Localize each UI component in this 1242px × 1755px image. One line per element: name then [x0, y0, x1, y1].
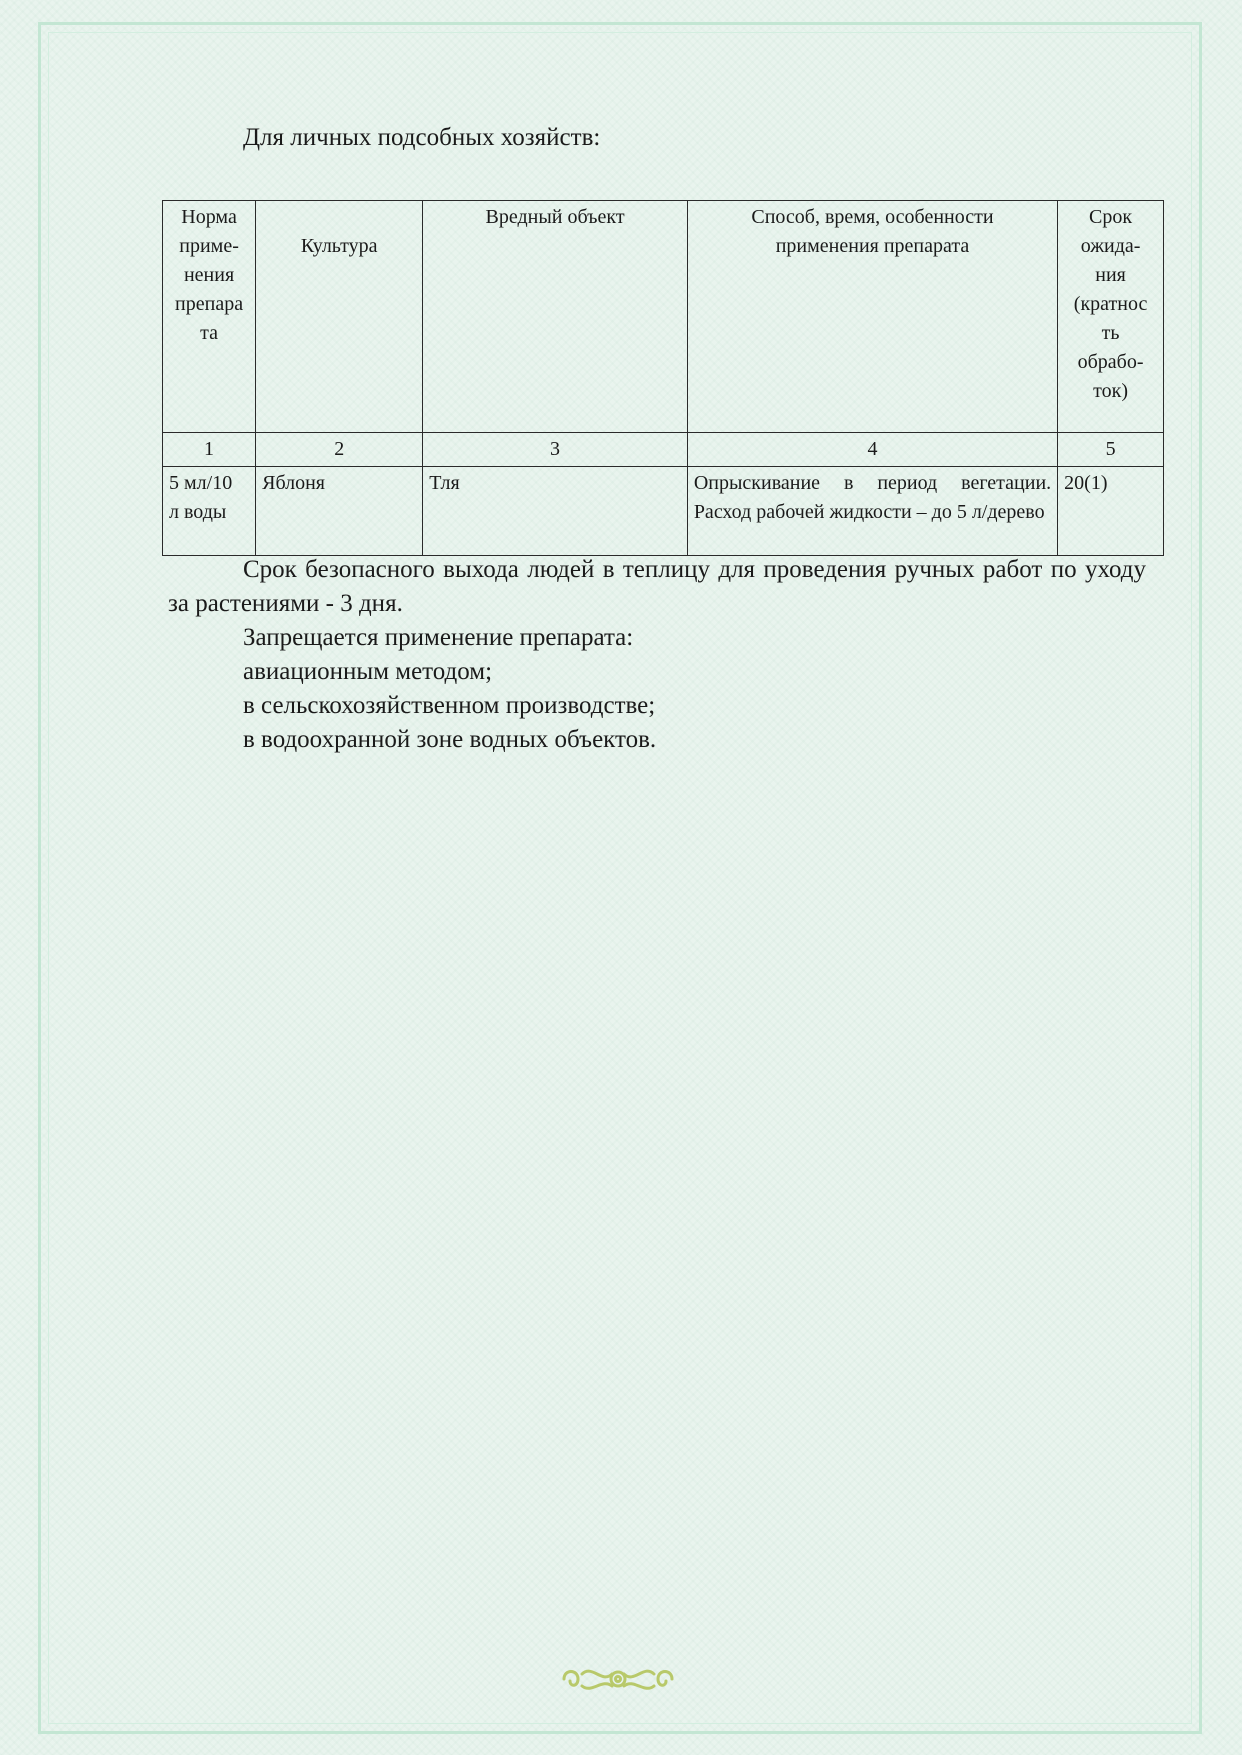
header-rate: Норма приме- нения препара та	[163, 201, 256, 433]
cell-rate: 5 мл/10 л воды	[163, 467, 256, 556]
table-row	[163, 467, 1164, 556]
column-number: 4	[687, 433, 1057, 467]
header-pest: Вредный объект	[423, 201, 688, 433]
column-number-row	[163, 433, 1164, 467]
column-number: 1	[163, 433, 256, 467]
application-table	[162, 200, 1164, 556]
decorative-ornament-icon	[558, 1662, 678, 1696]
prohibited-intro: Запрещается применение препарата:	[243, 624, 634, 651]
cell-method: Опрыскивание в период вегетации. Расход рабочей жидкости – до 5 л/дерево	[687, 467, 1057, 556]
prohibited-item: в сельскохозяйственном производстве;	[243, 692, 656, 719]
section-heading: Для личных подсобных хозяйств:	[243, 124, 601, 151]
column-number: 5	[1058, 433, 1164, 467]
cell-waiting: 20(1)	[1058, 467, 1164, 556]
header-method: Способ, время, особенности применения препарата	[687, 201, 1057, 433]
cell-crop: Яблоня	[256, 467, 423, 556]
column-number: 3	[423, 433, 688, 467]
cell-pest: Тля	[423, 467, 688, 556]
safe-exit-paragraph: Срок безопасного выхода людей в теплицу для проведения ручных работ по уходу за растениями - 3 дня.	[168, 556, 1146, 617]
header-waiting-period: Срок ожида- ния (кратнос ть обрабо- ток)	[1058, 201, 1164, 433]
header-crop: Культура	[256, 201, 423, 433]
prohibited-item: в водоохранной зоне водных объектов.	[243, 726, 657, 753]
table-header-row	[163, 201, 1164, 433]
prohibited-item: авиационным методом;	[243, 658, 493, 685]
column-number: 2	[256, 433, 423, 467]
